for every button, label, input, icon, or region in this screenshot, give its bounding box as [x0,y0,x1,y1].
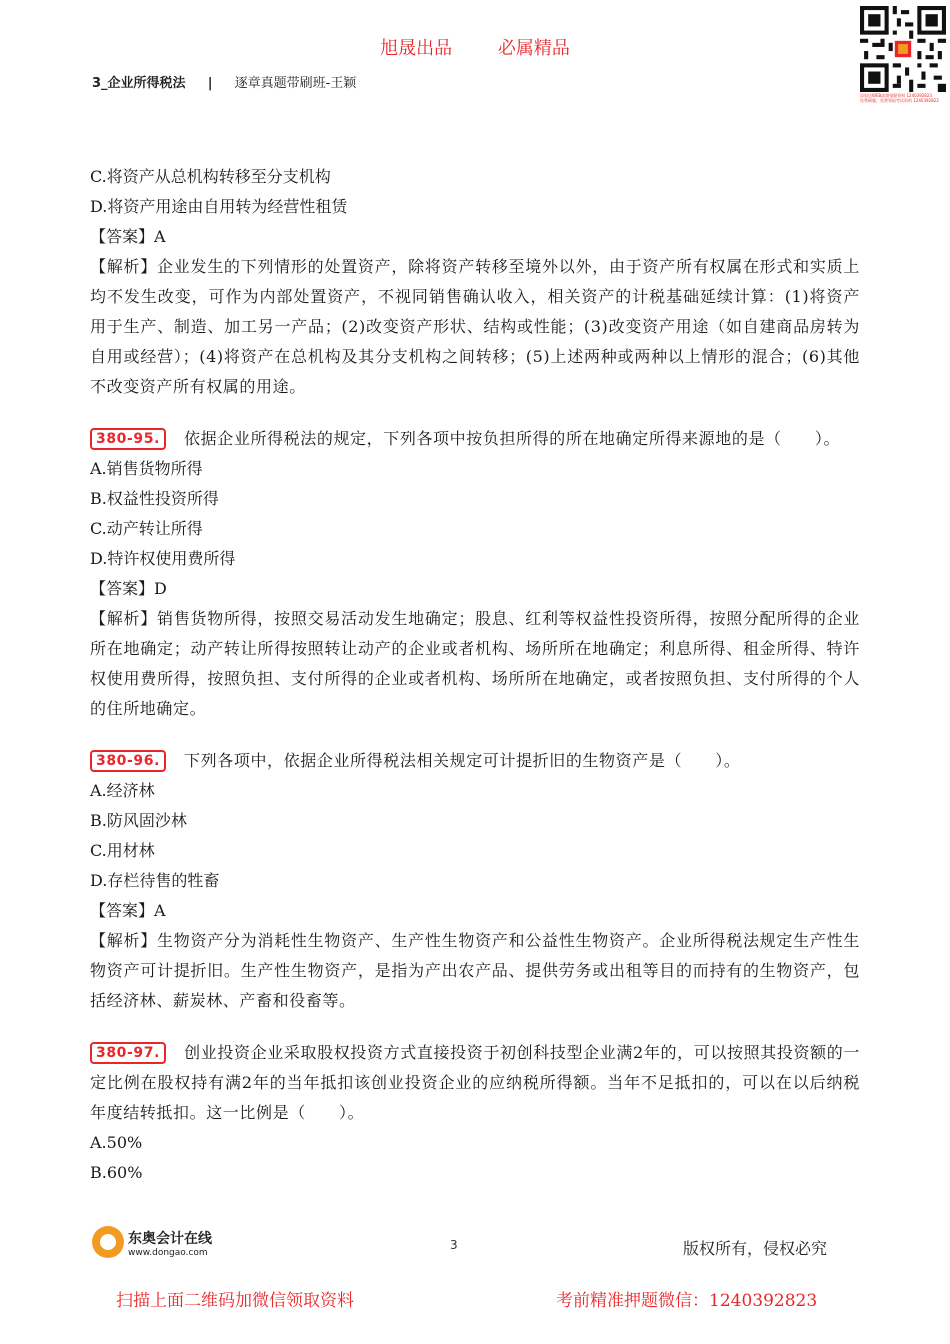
wechat-promo-left: 扫描上面二维码加微信领取资料 [116,1291,354,1311]
analysis: 【解析】企业发生的下列情形的处置资产，除将资产转移至境外以外，由于资产所有权属在形式和实质上均不发生改变，可作为内部处置资产，不视同销售确认收入，相关资产的计税基础延续计算：(1)将资产用于生产、制造、加工另一产品；(2)改变资产形状、结构或性能；(3)改变资产用途（如自建商品房转为自用或经营）；(4)将资产在总机构及其分支机构之间转移；(5)上述两种或两种以上情形的混合；(6)其他不改变资产所有权属的用途。 [90,257,860,396]
qr-caption [860,93,948,103]
option: A.销售货物所得 [90,459,203,478]
page-header [92,72,356,91]
wechat-promo-right: 考前精准押题微信：1240392823 [556,1291,818,1311]
question-stem: 依据企业所得税法的规定，下列各项中按负担所得的所在地确定所得来源地的是（ ）。 [184,429,841,448]
top-banner [0,34,950,60]
option: A.经济林 [90,781,155,800]
question-number-badge: 380-97. [90,1042,166,1064]
banner-left: 旭晟出品 [380,38,453,59]
answer: 【答案】A [90,901,166,920]
option: C.动产转让所得 [90,519,203,538]
course-subtitle: 逐章真题带刷班-王颖 [234,76,357,91]
option: D.特许权使用费所得 [90,549,236,568]
answer: 【答案】D [90,579,167,598]
logo-url: www.dongao.com [128,1248,208,1258]
option: B.防风固沙林 [90,811,187,830]
dongao-logo [92,1226,242,1266]
logo-name: 东奥会计在线 [128,1231,212,1247]
question-stem: 创业投资企业采取股权投资方式直接投资于初创科技型企业满2年的，可以按照其投资额的一定比例在股权持有满2年的当年抵扣该创业投资企业的应纳税所得额。当年不足抵扣的，可以在以后纳税年度结转抵扣。这一比例是（ ）。 [90,1043,860,1122]
question-number-badge: 380-96. [90,750,166,772]
document-body [90,162,860,1188]
option: A.50% [90,1133,143,1152]
option: C.将资产从总机构转移至分支机构 [90,167,331,186]
option: B.权益性投资所得 [90,489,219,508]
logo-mark-icon [92,1226,124,1258]
analysis: 【解析】销售货物所得，按照交易活动发生地确定；股息、红利等权益性投资所得，按照分配所得的企业所在地确定；动产转让所得按照转让动产的企业或者机构、场所所在地确定；利息所得、租金所得、特许权使用费所得，按照负担、支付所得的企业或者机构、场所所在地确定，或者按照负担、支付所得的个人的住所地确定。 [90,609,860,718]
qr-caption-line-2: 免费刷题，免费领取考试资料 1240392823 [860,98,939,103]
page-number: 3 [450,1238,458,1252]
option: C.用材林 [90,841,155,860]
qr-caption-line-1: 添加送WEB高频错题资料 1240392823 [860,93,932,98]
banner-right: 必属精品 [497,38,570,59]
question-stem: 下列各项中，依据企业所得税法相关规定可计提折旧的生物资产是（ ）。 [184,751,741,770]
option: D.将资产用途由自用转为经营性租赁 [90,197,348,216]
answer: 【答案】A [90,227,166,246]
question-97 [90,1038,860,1128]
header-separator: | [207,76,213,91]
option: B.60% [90,1163,143,1182]
copyright-notice: 版权所有，侵权必究 [683,1239,828,1258]
analysis: 【解析】生物资产分为消耗性生物资产、生产性生物资产和公益性生物资产。企业所得税法规定生产性生物资产可计提折旧。生产性生物资产，是指为产出农产品、提供劳务或出租等目的而持有的生物资产，包括经济林、薪炭林、产畜和役畜等。 [90,931,860,1010]
question-number-badge: 380-95. [90,428,166,450]
question-95 [90,424,860,454]
qr-code-icon [860,6,946,92]
option: D.存栏待售的牲畜 [90,871,220,890]
course-title: 3_企业所得税法 [92,76,186,91]
question-96 [90,746,860,776]
